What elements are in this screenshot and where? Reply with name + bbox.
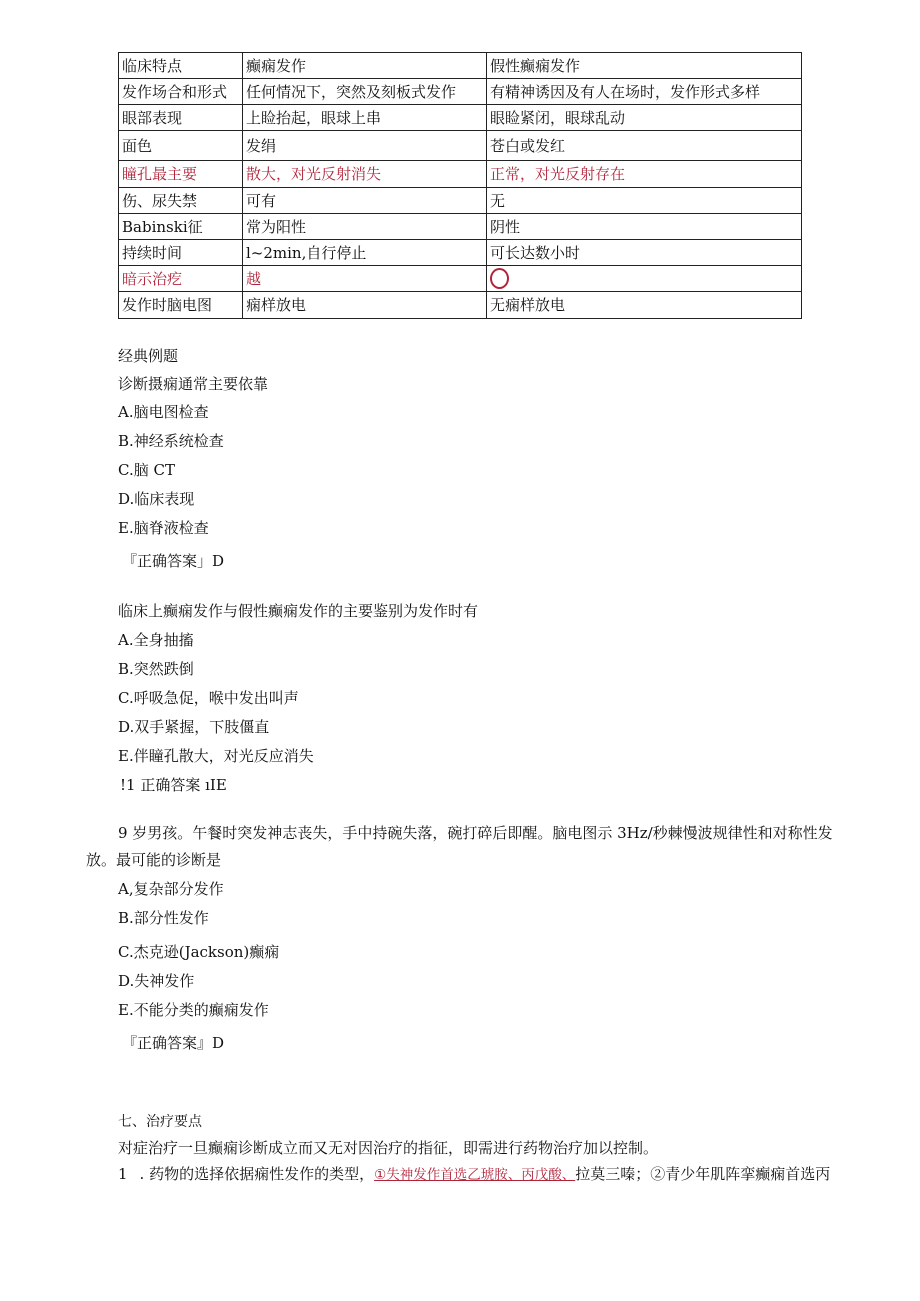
epilepsy-cell: 癫痫发作	[243, 53, 487, 79]
epilepsy-cell: 任何情况下，突然及刻板式发作	[243, 79, 487, 105]
q1-option-b: B.神经系统检查	[118, 432, 224, 450]
epilepsy-cell: 痫样放电	[243, 292, 487, 319]
feature-cell: 伤、尿失禁	[119, 188, 243, 214]
feature-cell: 发作场合和形式	[119, 79, 243, 105]
item-text: . 药物的选择依据痫性发作的类型，	[139, 1165, 375, 1183]
feature-cell: 发作时脑电图	[119, 292, 243, 319]
table-row	[119, 131, 802, 161]
item-text-continued: 拉莫三嗪；②青少年肌阵挛癫痫首选丙	[575, 1165, 831, 1183]
question-1-stem: 诊断摄痫通常主要依靠	[118, 375, 269, 393]
question-3-stem-line1: 9 岁男孩。午餐时突发神志丧失，手中持碗失落，碗打碎后即醒。脑电图示 3Hz/秒棘慢波规律性和对称性发	[118, 824, 833, 842]
q1-option-e: E.脑脊液检查	[118, 519, 209, 537]
section-title: 经典例题	[118, 347, 179, 365]
q2-option-d: D.双手紧握，下肢僵直	[118, 718, 270, 736]
pseudo-epilepsy-cell: 有精神诱因及有人在场时，发作形式多样	[487, 79, 802, 105]
item-number: 1	[118, 1165, 128, 1183]
epilepsy-cell: 可有	[243, 188, 487, 214]
q2-option-c: C.呼吸急促，喉中发出叫声	[118, 689, 299, 707]
pseudo-epilepsy-cell: 阴性	[487, 214, 802, 240]
table-row	[119, 240, 802, 266]
pseudo-epilepsy-cell	[487, 266, 802, 292]
q2-answer: !1 正确答案 ıIE	[120, 776, 227, 794]
circle-mark-icon	[490, 268, 509, 289]
epilepsy-cell: 常为阳性	[243, 214, 487, 240]
pseudo-epilepsy-cell: 眼睑紧闭，眼球乱动	[487, 105, 802, 131]
feature-cell: 暗示治疙	[119, 266, 243, 292]
q3-option-c: C.杰克逊(Jackson)癫痫	[118, 943, 280, 961]
table-row	[119, 105, 802, 131]
item-highlight: ①失神发作首选乙琥胺、丙戊酸、	[374, 1167, 576, 1183]
table-row	[119, 266, 802, 292]
q3-option-d: D.失神发作	[118, 972, 195, 990]
pseudo-epilepsy-cell: 苍白或发红	[487, 131, 802, 161]
pseudo-epilepsy-cell: 可长达数小时	[487, 240, 802, 266]
feature-cell: 眼部表现	[119, 105, 243, 131]
table-row	[119, 161, 802, 188]
feature-cell: 临床特点	[119, 53, 243, 79]
epilepsy-cell: l~2min,自行停止	[243, 240, 487, 266]
q1-option-d: D.临床表现	[118, 490, 195, 508]
pseudo-epilepsy-cell: 正常，对光反射存在	[487, 161, 802, 188]
feature-cell: 面色	[119, 131, 243, 161]
q1-option-c: C.脑 CT	[118, 461, 175, 479]
feature-cell: 瞳孔最主要	[119, 161, 243, 188]
q3-answer: 『正确答案』D	[122, 1034, 225, 1052]
table-row	[119, 292, 802, 319]
q1-option-a: A.脑电图检查	[118, 403, 209, 421]
q1-answer: 『正确答案」D	[122, 552, 225, 570]
table-row	[119, 79, 802, 105]
pseudo-epilepsy-cell: 假性癫痫发作	[487, 53, 802, 79]
q3-option-b: B.部分性发作	[118, 909, 209, 927]
table-row	[119, 214, 802, 240]
question-2-stem: 临床上癫痫发作与假性癫痫发作的主要鉴别为发作时有	[118, 602, 479, 620]
q2-option-e: E.伴瞳孔散大，对光反应消失	[118, 747, 314, 765]
epilepsy-cell: 散大，对光反射消失	[243, 161, 487, 188]
comparison-table	[118, 52, 802, 319]
table-row	[119, 188, 802, 214]
q2-option-b: B.突然跌倒	[118, 660, 194, 678]
treatment-item-1	[118, 1164, 830, 1185]
table-row	[119, 53, 802, 79]
epilepsy-cell: 上睑抬起，眼球上串	[243, 105, 487, 131]
pseudo-epilepsy-cell: 无	[487, 188, 802, 214]
question-3-stem-line2: 放。最可能的诊断是	[86, 851, 222, 869]
pseudo-epilepsy-cell: 无痫样放电	[487, 292, 802, 319]
feature-cell: Babinski征	[119, 214, 243, 240]
q3-option-a: A,复杂部分发作	[118, 880, 224, 898]
q3-option-e: E.不能分类的癫痫发作	[118, 1001, 269, 1019]
q2-option-a: A.全身抽搐	[118, 631, 194, 649]
epilepsy-cell: 发绢	[243, 131, 487, 161]
treatment-paragraph: 对症治疗一旦癫痫诊断成立而又无对因治疗的指征，即需进行药物治疗加以控制。	[118, 1139, 659, 1157]
feature-cell: 持续时间	[119, 240, 243, 266]
treatment-heading: 七、治疗要点	[118, 1114, 202, 1130]
epilepsy-cell: 越	[243, 266, 487, 292]
